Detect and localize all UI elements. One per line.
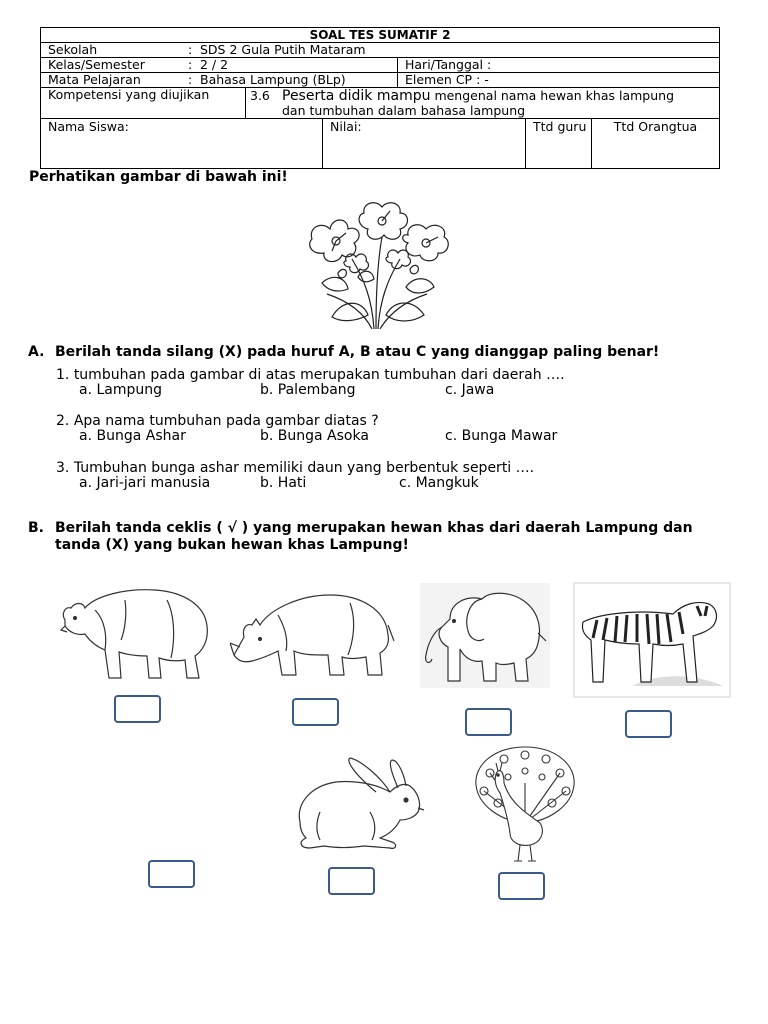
section-b-title-line2: tanda (X) yang bukan hewan khas Lampung! (55, 537, 409, 553)
colon: : (188, 72, 193, 87)
kd-number: 3.6 (250, 88, 270, 103)
rabbit-image (280, 752, 430, 860)
mapel-cell (41, 73, 398, 88)
q3-option-a[interactable]: a. Jari-jari manusia (79, 475, 211, 491)
peacock-image (470, 743, 580, 866)
tiger-image (573, 582, 731, 698)
question-1 (56, 367, 565, 383)
sekolah-row (41, 43, 720, 58)
ttd-orangtua-field[interactable]: Ttd Orangtua (592, 119, 720, 169)
kompetensi-label: Kompetensi yang diujikan (41, 88, 246, 119)
header-table (40, 27, 720, 169)
kelas-cell (41, 58, 398, 73)
kompetensi-cell (246, 88, 720, 119)
exam-title: SOAL TES SUMATIF 2 (41, 28, 720, 43)
q1-option-b[interactable]: b. Palembang (260, 382, 356, 398)
q1-option-a[interactable]: a. Lampung (79, 382, 163, 398)
answer-box-bear[interactable] (114, 695, 161, 723)
question-2 (56, 413, 379, 429)
question-text: tumbuhan pada gambar di atas merupakan tumbuhan dari daerah …. (73, 367, 565, 383)
q2-option-b[interactable]: b. Bunga Asoka (260, 428, 369, 444)
answer-box-tiger[interactable] (625, 710, 672, 738)
rhinoceros-image (230, 585, 395, 680)
elemen-cp: Elemen CP : - (398, 73, 720, 88)
question-text: Apa nama tumbuhan pada gambar diatas ? (73, 413, 379, 429)
kd-text-lead: Peserta didik mampu (282, 88, 431, 104)
bear-image (55, 580, 215, 685)
instruction-text: Perhatikan gambar di bawah ini! (29, 169, 288, 185)
question-number: 3. (56, 460, 70, 476)
q3-option-b[interactable]: b. Hati (260, 475, 307, 491)
question-3 (56, 460, 534, 476)
sekolah-label: Sekolah (48, 42, 98, 57)
q1-option-c[interactable]: c. Jawa (445, 382, 495, 398)
q2-option-a[interactable]: a. Bunga Ashar (79, 428, 186, 444)
kelas-label: Kelas/Semester (48, 57, 145, 72)
kd-text-rest: mengenal nama hewan khas lampung (430, 88, 674, 103)
mapel-label: Mata Pelajaran (48, 72, 141, 87)
section-a-title: Berilah tanda silang (X) pada huruf A, B atau C yang dianggap paling benar! (55, 344, 660, 360)
answer-box-peacock[interactable] (498, 872, 545, 900)
sekolah-value: SDS 2 Gula Putih Mataram (200, 42, 366, 57)
ttd-guru-field[interactable]: Ttd guru (526, 119, 592, 169)
answer-box-elephant[interactable] (465, 708, 512, 736)
section-b-title-line1: Berilah tanda ceklis ( √ ) yang merupakan hewan khas dari daerah Lampung dan (55, 520, 693, 536)
mapel-value: Bahasa Lampung (BLp) (200, 72, 346, 87)
colon: : (188, 42, 193, 57)
hari-tanggal-field[interactable]: Hari/Tanggal : (398, 58, 720, 73)
section-a-letter: A. (28, 344, 45, 360)
question-text: Tumbuhan bunga ashar memiliki daun yang berbentuk seperti …. (73, 460, 535, 476)
answer-box-rabbit[interactable] (148, 860, 195, 888)
nilai-field[interactable]: Nilai: (323, 119, 526, 169)
kelas-value: 2 / 2 (200, 57, 229, 72)
hibiscus-flower-image (302, 199, 452, 331)
q3-option-c[interactable]: c. Mangkuk (399, 475, 479, 491)
answer-box-rhinoceros[interactable] (292, 698, 339, 726)
section-b-letter: B. (28, 520, 44, 536)
colon: : (188, 57, 193, 72)
q2-option-c[interactable]: c. Bunga Mawar (445, 428, 558, 444)
kd-text-line2: dan tumbuhan dalam bahasa lampung (282, 103, 526, 118)
nama-siswa-field[interactable]: Nama Siswa: (41, 119, 323, 169)
question-number: 1. (56, 367, 70, 383)
question-number: 2. (56, 413, 70, 429)
elephant-image (420, 583, 550, 688)
answer-box-peacock-left[interactable] (328, 867, 375, 895)
